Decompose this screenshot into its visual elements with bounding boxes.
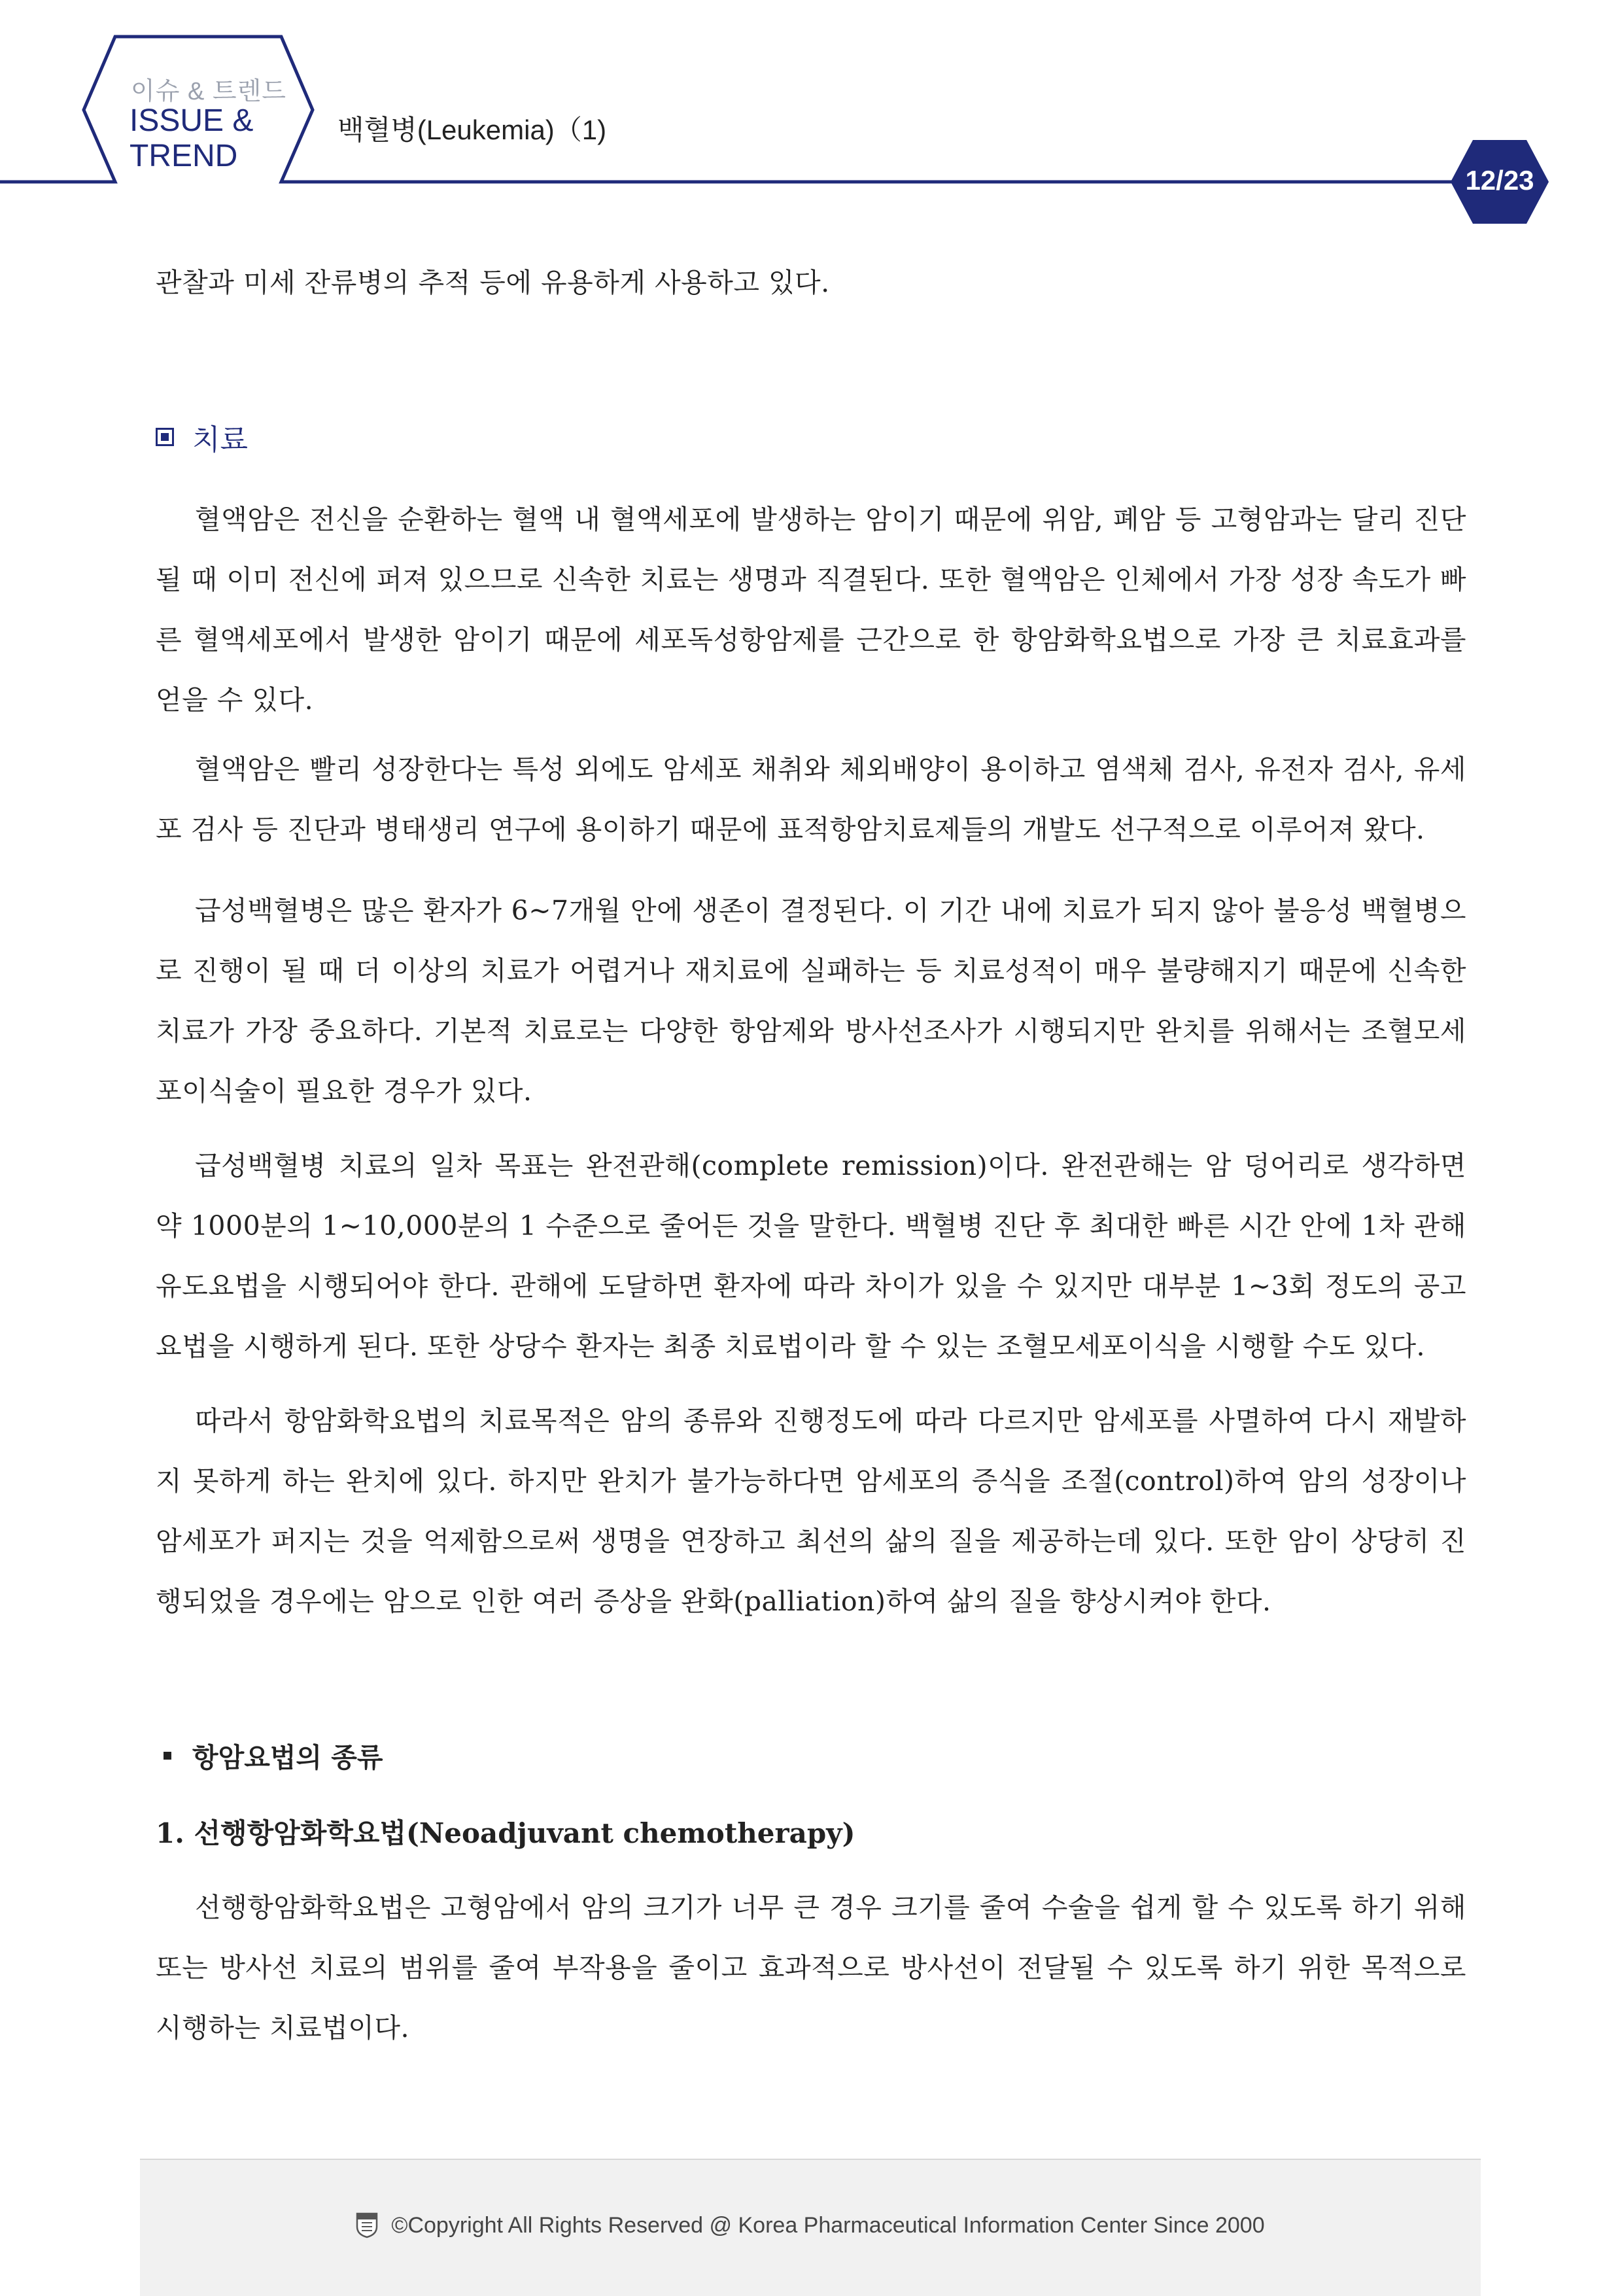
category-korean-label: 이슈 & 트렌드 [131,78,287,105]
copyright-text: ©Copyright All Rights Reserved @ Korea Pharmaceutical Information Center Since 2000 [391,2212,1265,2238]
numbered-heading: 1. 선행항암화학요법(Neoadjuvant chemotherapy) [156,1817,855,1849]
paragraph: 급성백혈병 치료의 일차 목표는 완전관해(complete remission)이다. 완전관해는 암 덩어리로 생각하면 약 1000분의 1~10,000분의 1 수준으로 줄어든 것을 말한다. 백혈병 진단 후 최대한 빠른 시간 안에 1차 관해 유도요법을 시행되어야 한다. 관해에 도달하면 환자에 따라 차이가 있을 수 있지만 대부분 1~3회 정도의 공고요법을 시행하게 된다. 또한 상당수 환자는 최종 치료법이라 할 수 있는 조혈모세포이식을 시행할 수도 있다. [156,1150,1466,1362]
intro-line: 관찰과 미세 잔류병의 추적 등에 유용하게 사용하고 있다. [156,267,830,298]
category-label-line2: TREND [129,139,238,173]
paragraph: 혈액암은 전신을 순환하는 혈액 내 혈액세포에 발생하는 암이기 때문에 위암, 폐암 등 고형암과는 달리 진단될 때 이미 전신에 퍼져 있으므로 신속한 치료는 생명과 직결된다. 또한 혈액암은 인체에서 가장 성장 속도가 빠른 혈액세포에서 발생한 암이기 때문에 세포독성항암제를 근간으로 한 항암화학요법으로 가장 큰 치료효과를 얻을 수 있다. [156,504,1466,716]
kpic-shield-logo-icon [356,2212,378,2238]
bullet-heading-text: 항암요법의 종류 [192,1742,383,1773]
paragraph: 따라서 항암화학요법의 치료목적은 암의 종류와 진행정도에 따라 다르지만 암세포를 사멸하여 다시 재발하지 못하게 하는 완치에 있다. 하지만 완치가 불가능하다면 암세포의 증식을 조절(control)하여 암의 성장이나 암세포가 퍼지는 것을 억제함으로써 생명을 연장하고 최선의 삶의 질을 제공하는데 있다. 또한 암이 상당히 진행되었을 경우에는 암으로 인한 여러 증상을 완화(palliation)하여 삶의 질을 향상시켜야 한다. [156,1405,1466,1617]
page-indicator: 12/23 [1465,165,1534,196]
paragraph: 선행항암화학요법은 고형암에서 암의 크기가 너무 큰 경우 크기를 줄여 수술을 쉽게 할 수 있도록 하기 위해 또는 방사선 치료의 범위를 줄여 부작용을 줄이고 효과적으로 방사선이 전달될 수 있도록 하기 위한 목적으로 시행하는 치료법이다. [156,1892,1466,2044]
section-heading [156,416,248,458]
section-heading-text: 치료 [192,423,249,457]
paragraph: 혈액암은 빨리 성장한다는 특성 외에도 암세포 채취와 체외배양이 용이하고 염색체 검사, 유전자 검사, 유세포 검사 등 진단과 병태생리 연구에 용이하기 때문에 표적항암치료제들의 개발도 선구적으로 이루어져 왔다. [156,754,1466,845]
bullet-heading [164,1736,383,1775]
footer [140,2159,1481,2296]
document-title: 백혈병(Leukemia)（1) [337,114,607,145]
bullet-square-icon [164,1752,171,1760]
category-label-line1: ISSUE & [129,103,254,138]
paragraph: 급성백혈병은 많은 환자가 6~7개월 안에 생존이 결정된다. 이 기간 내에 치료가 되지 않아 불응성 백혈병으로 진행이 될 때 더 이상의 치료가 어렵거나 재치료에 실패하는 등 치료성적이 매우 불량해지기 때문에 신속한 치료가 가장 중요하다. 기본적 치료로는 다양한 항암제와 방사선조사가 시행되지만 완치를 위해서는 조혈모세포이식술이 필요한 경우가 있다. [156,895,1466,1107]
section-square-icon [156,428,174,446]
